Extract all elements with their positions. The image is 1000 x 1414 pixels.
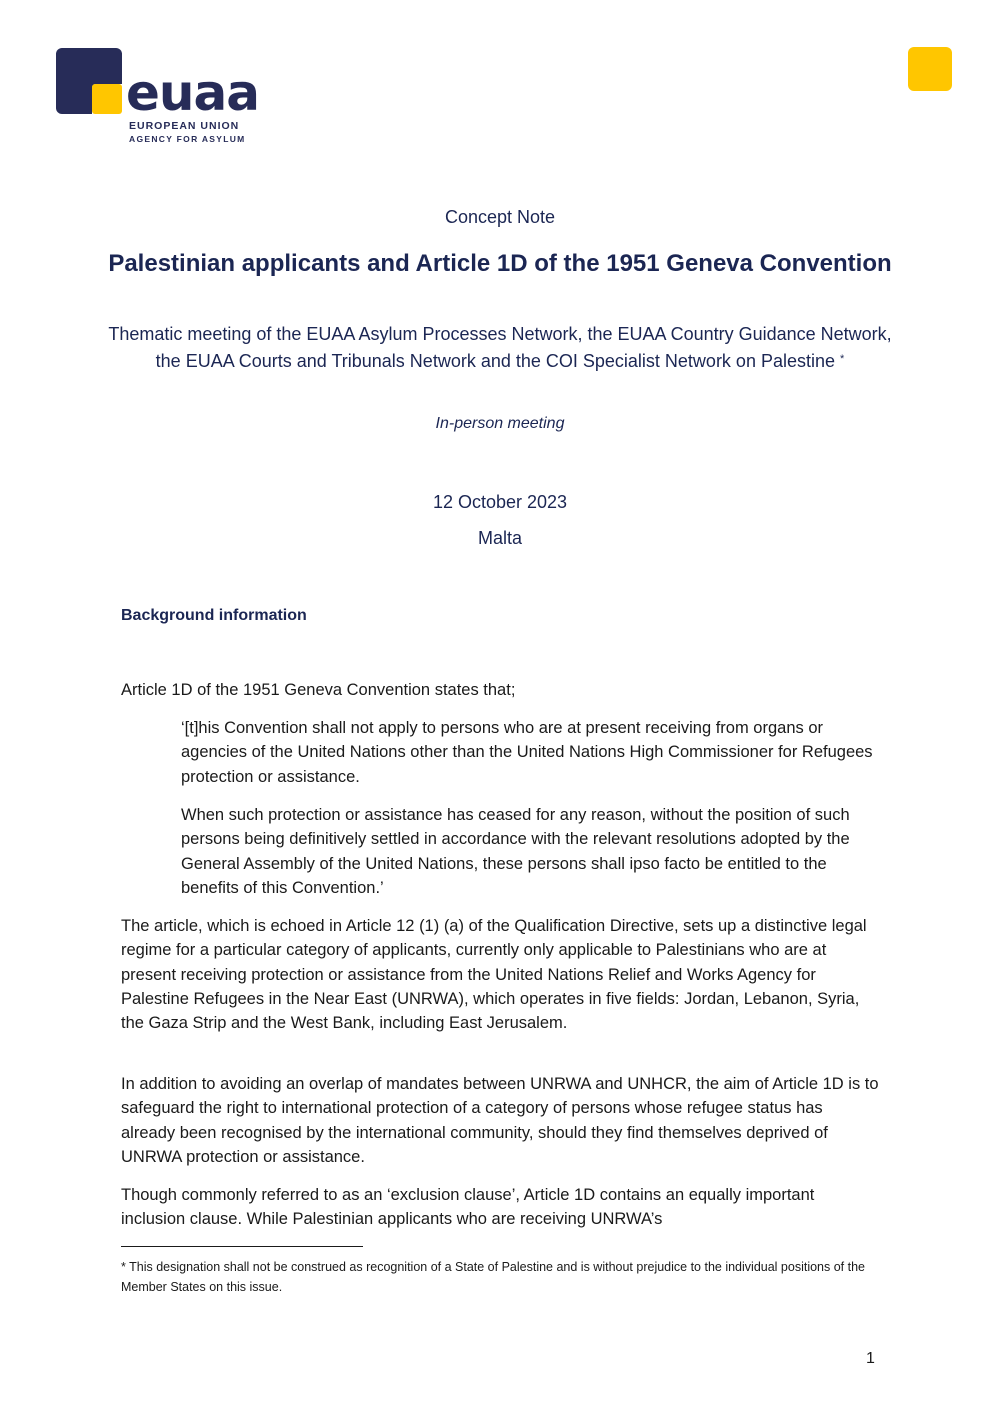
meeting-date: 12 October 2023 — [432, 492, 568, 512]
footnote-marker: * — [121, 1260, 126, 1274]
logo-wordmark: euaa — [126, 64, 259, 122]
euaa-logo-mark — [56, 48, 122, 114]
footnote-text: This designation shall not be construed as recognition of a State of Palestine and is without prejudice to the individual positions of the Member States on this issue. — [121, 1260, 866, 1294]
body-paragraph-3: Though commonly referred to as an ‘exclusion clause’, Article 1D contains an equally important inclusion clause. While Palestinian applicants who are receiving UNRWA’s — [121, 1186, 815, 1229]
meeting-location: Malta — [477, 528, 522, 548]
section-heading: Background information — [121, 607, 307, 624]
document-type: Concept Note — [444, 207, 556, 227]
document-subtitle — [100, 321, 900, 374]
body-paragraph-2: In addition to avoiding an overlap of mandates between UNRWA and UNHCR, the aim of Article 1D is to safeguard the right to international protection of a category of persons whose refugee status has already been recognised by the international community, should they find themselves deprived of UNRWA protection or assistance. — [121, 1075, 879, 1166]
quote-paragraph-1: ‘[t]his Convention shall not apply to persons who are at present receiving from organs or agencies of the United Nations other than the United Nations High Commissioner for Refugees protection or assistance. — [181, 719, 873, 786]
intro-paragraph: Article 1D of the 1951 Geneva Convention states that; — [121, 681, 516, 699]
logo-subtitle-line1: EUROPEAN UNION — [129, 120, 240, 132]
footnote-reference: * — [840, 352, 845, 365]
body-paragraph-1: The article, which is echoed in Article 12 (1) (a) of the Qualification Directive, sets up a distinctive legal regime for a particular category of applicants, currently only applicable to Palestinians who are at present receiving protection or assistance from the United Nations Relief and Works Agency for Palestine Refugees in the Near East (UNRWA), which operates in five fields: Jordan, Lebanon, Syria, the Gaza Strip and the West Bank, including East Jerusalem. — [121, 917, 867, 1033]
decorative-corner-square — [908, 47, 952, 91]
page-number: 1 — [866, 1350, 875, 1367]
euaa-logo — [56, 48, 259, 148]
document-title: Palestinian applicants and Article 1D of the 1951 Geneva Convention — [108, 250, 892, 277]
footnote-separator — [121, 1246, 363, 1247]
quote-paragraph-2: When such protection or assistance has ceased for any reason, without the position of such persons being definitively settled in accordance with the relevant resolutions adopted by the General Assembly of the United Nations, these persons shall ipso facto be entitled to the benefits of this Convention.’ — [181, 806, 850, 897]
footnote — [121, 1257, 881, 1297]
subtitle-text: Thematic meeting of the EUAA Asylum Processes Network, the EUAA Country Guidance Network, the EUAA Courts and Tribunals Network and the COI Specialist Network on Palestine — [108, 324, 892, 371]
logo-subtitle-line2: AGENCY FOR ASYLUM — [129, 134, 246, 144]
meeting-type: In-person meeting — [435, 415, 565, 432]
